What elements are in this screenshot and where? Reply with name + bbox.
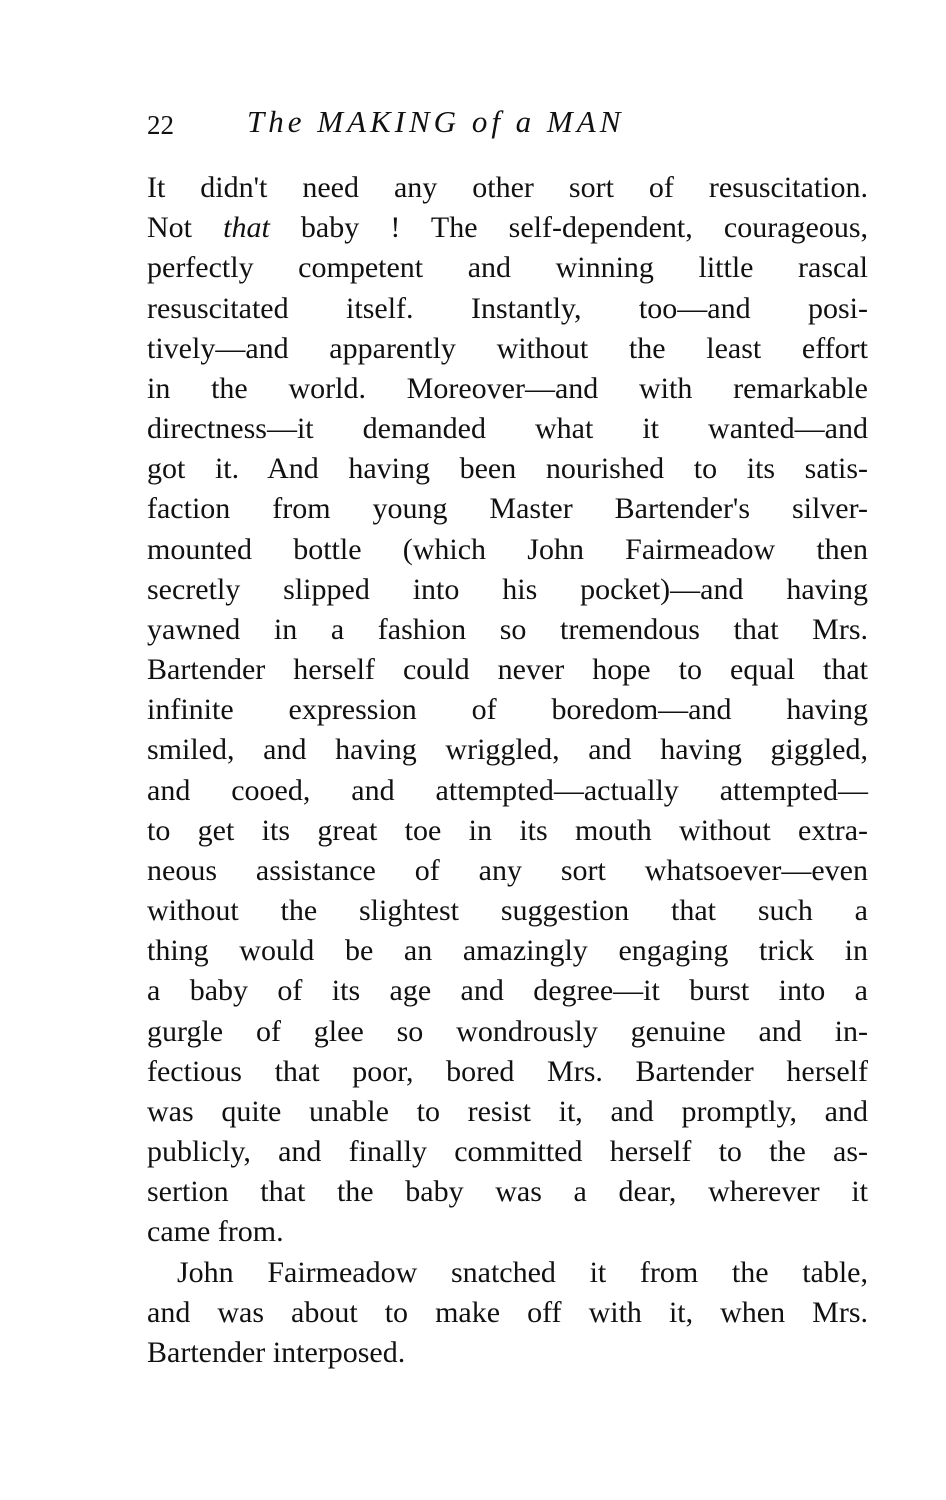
text-line [147,1295,868,1331]
text-line [147,732,868,768]
text-line [147,893,868,929]
line-text: gurgle of glee so wondrously genuine and in- [147,1014,868,1048]
line-text: a baby of its age and degree—it burst into a [147,974,868,1008]
text-line [147,491,868,527]
line-text: fectious that poor, bored Mrs. Bartender herself [147,1054,868,1088]
text-line [147,291,868,327]
text-line [147,572,868,608]
line-text: came from. [147,1215,284,1249]
line-text: without the slightest suggestion that such a [147,894,868,928]
line-text: tively—and apparently without the least effort [147,331,868,365]
line-text: infinite expression of boredom—and having [147,693,868,727]
text-line [147,1174,868,1210]
text-line [147,1255,868,1291]
line-text: sertion that the baby was a dear, wherever it [147,1175,868,1209]
line-text: and was about to make off with it, when Mrs. [147,1295,868,1329]
line-text: directness—it demanded what it wanted—and [147,412,868,446]
running-title: The MAKING of a MAN [247,104,625,139]
line-text: resuscitated itself. Instantly, too—and posi- [147,291,868,325]
line-text: to get its great toe in its mouth without extra- [147,813,868,847]
text-line [147,1054,868,1090]
text-line [147,773,868,809]
text-line [147,1094,868,1130]
line-text: secretly slipped into his pocket)—and having [147,572,868,606]
text-line [147,652,868,688]
text-line [147,933,868,969]
text-line [147,1014,868,1050]
text-segment: Not [147,211,224,245]
text-line [147,853,868,889]
text-segment: baby ! The self-dependent, courageous, [269,211,868,245]
line-text: and cooed, and attempted—actually attempted— [147,773,868,807]
text-line [147,250,868,286]
line-text: mounted bottle (which John Fairmeadow then [147,532,868,566]
line-text: It didn't need any other sort of resuscitation. [147,171,868,204]
text-line [147,371,868,407]
line-text: Bartender herself could never hope to equal that [147,653,868,687]
text-line [147,813,868,849]
text-line [147,1134,868,1170]
page-number: 22 [147,110,174,140]
line-text: publicly, and finally committed herself to the as- [147,1135,868,1169]
line-text: smiled, and having wriggled, and having giggled, [147,733,868,767]
text-line [147,1214,868,1250]
running-header [147,104,868,144]
line-text: got it. And having been nourished to its satis- [147,452,868,486]
line-text: neous assistance of any sort whatsoever—even [147,853,868,887]
line-text: faction from young Master Bartender's silver- [147,492,868,526]
line-text: perfectly competent and winning little rascal [147,251,868,285]
line-text: Bartender interposed. [147,1335,406,1369]
line-text: was quite unable to resist it, and promptly, and [147,1094,868,1128]
text-line [147,1335,868,1371]
text-line [147,973,868,1009]
text-line [147,612,868,648]
line-text: in the world. Moreover—and with remarkable [147,371,868,405]
text-line [147,331,868,367]
text-line [147,692,868,728]
italic-word: that [223,211,270,245]
text-line [147,170,868,206]
line-text: John Fairmeadow snatched it from the table, [177,1255,868,1289]
line-text: yawned in a fashion so tremendous that Mrs. [147,612,868,646]
text-line [147,451,868,487]
text-line [147,411,868,447]
line-text: thing would be an amazingly engaging trick in [147,934,868,968]
text-line [147,210,868,246]
text-line [147,532,868,568]
